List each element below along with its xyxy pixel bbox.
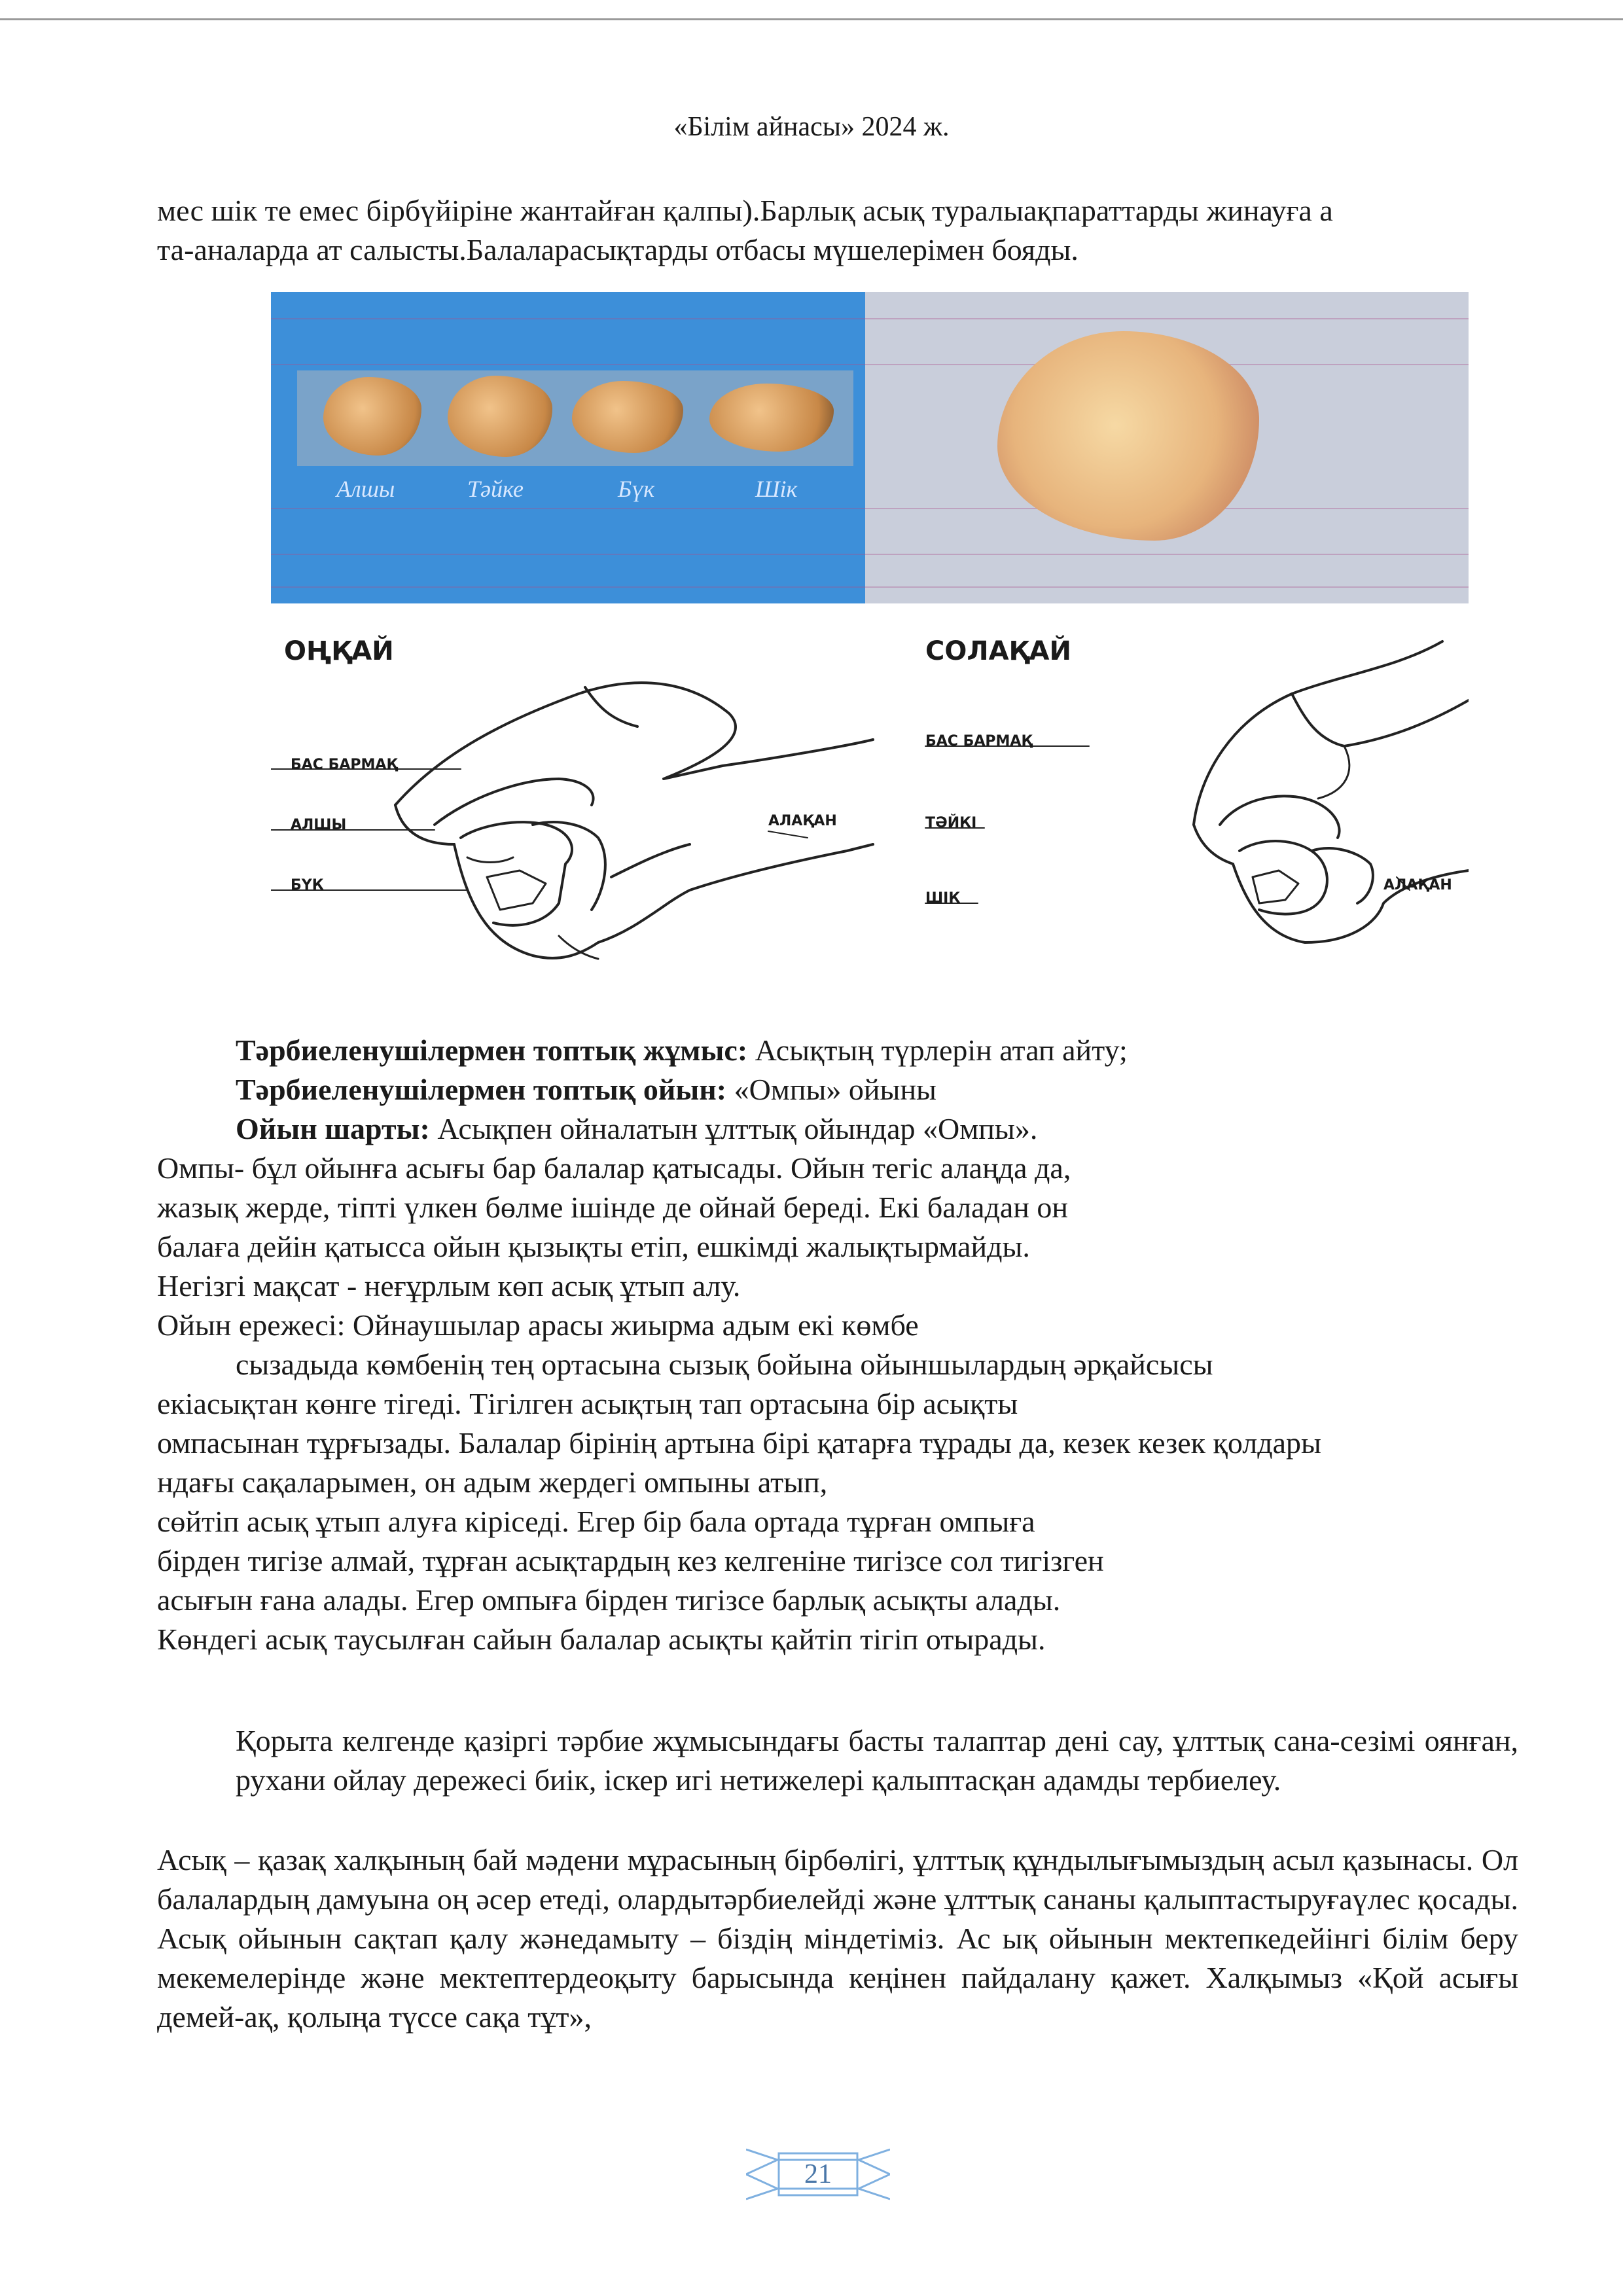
rules-line [157, 1109, 1518, 1149]
rules-text: Асықпен ойналатын ұлттық ойындар «Омпы». [429, 1112, 1038, 1145]
left-hand-drawing [1194, 641, 1469, 942]
caption-buk: Бүк [618, 476, 655, 502]
label-shik: ШІК [925, 890, 961, 906]
game-line: ндағы сақаларымен, он адым жердегі омпыны атып, [157, 1465, 828, 1499]
game-line: Омпы- бұл ойынға асығы бар балалар қатысады. Ойын тегіс алаңда да, [157, 1151, 1071, 1185]
intro-paragraph [157, 191, 1518, 270]
tasks-block [157, 1031, 1518, 1149]
game-line: Негізгі мақсат - неғұрлым көп асық ұтып алу. [157, 1269, 741, 1302]
asyk-buk-image [572, 381, 683, 453]
right-handed-title: ОҢҚАЙ [284, 636, 394, 666]
asyk-taike-image [448, 376, 552, 457]
top-rule [0, 18, 1623, 20]
page-number-ribbon [746, 2140, 890, 2208]
group-work-text: Асықтың түрлерін атап айту; [747, 1033, 1128, 1067]
game-line: омпасынан тұрғызады. Балалар бірінің артына бірі қатарға тұрады да, кезек кезек қолдары [157, 1426, 1321, 1460]
caption-alshy: Алшы [336, 476, 395, 502]
hand-drawing [271, 628, 1469, 1021]
caption-shik: Шік [755, 476, 798, 502]
game-description [157, 1149, 1518, 1659]
label-palm-left: АЛАҚАН [768, 813, 837, 829]
hand-grip-figure [271, 628, 1469, 1021]
asyk-sides-panel [271, 292, 865, 603]
conclusion-paragraph: Қорыта келгенде қазіргі тәрбие жұмысындағы басты талаптар дені сау, ұлттық сана-сезімі оянған, рухани ойлау дережесі биік, іскер игі нетижелері қалыптасқан адамды тербиелеу. [236, 1724, 1518, 1797]
game-line: бірден тигізе алмай, тұрған асықтардың кез келгеніне тигізсе сол тигізген [157, 1544, 1104, 1577]
game-line: асығын ғана алады. Егер омпыға бірден тигізсе барлық асықты алады. [157, 1583, 1061, 1617]
rules-label: Ойын шарты: [236, 1112, 430, 1145]
label-thumb-right: БАС БАРМАҚ [925, 733, 1033, 749]
left-handed-title: СОЛАҚАЙ [925, 636, 1071, 666]
journal-header: «Білім айнасы» 2024 ж. [673, 112, 950, 142]
label-alshy: АЛШЫ [291, 817, 347, 833]
group-work-line [157, 1031, 1518, 1070]
intro-line: та-аналарда ат салысты.Балаларасықтарды отбасы мүшелерімен бояды. [157, 233, 1079, 266]
asyk-shik-image [709, 384, 834, 452]
caption-taike: Тәйке [467, 476, 524, 502]
group-work-label: Тәрбиеленушілермен топтық жұмыс: [236, 1033, 748, 1067]
game-line: сызадыда көмбенің тең ортасына сызық бойына ойыншылардың әрқайсысы [236, 1348, 1213, 1381]
label-palm-right: АЛАҚАН [1383, 877, 1452, 893]
game-line: Ойын ережесі: Ойнаушылар арасы жиырма адым екі көмбе [157, 1308, 919, 1342]
game-line: балаға дейін қатысса ойын қызықты етіп, ешкімді жалықтырмайды. [157, 1230, 1030, 1263]
game-line: жазық жерде, тіпті үлкен бөлме ішінде де ойнай береді. Екі баладан он [157, 1191, 1068, 1224]
label-taike: ТӘЙКІ [925, 815, 977, 831]
asyk-alshy-image [323, 377, 421, 456]
page-number: 21 [804, 2159, 832, 2189]
game-line: сөйтіп асық ұтып алуға кіріседі. Егер бір бала ортада тұрған омпыға [157, 1505, 1035, 1538]
group-game-line [157, 1070, 1518, 1109]
group-game-label: Тәрбиеленушілермен топтық ойын: [236, 1073, 727, 1106]
closing-paragraph: Асық – қазақ халқының бай мәдени мұрасының бірбөлігі, ұлттық құндылығымыздың асыл қазынасы. Ол балалардың дамуына оң әсер етеді, олардытәрбиелейді және ұлттық сананы қалыптастыруғаүлес қосады. Асық ойынын сақтап қалу жәнедамыту – біздің міндетіміз. Ас ық ойынын мектепкедейінгі білім беру мекемелерінде және мектептердеоқыту барысында кеңінен пайдалану қажет. Халқымыз «Қой асығы демей-ақ, қолыңа түссе сақа тұт», [157, 1843, 1518, 2034]
group-game-text: «Омпы» ойыны [726, 1073, 936, 1106]
game-line: Көндегі асық таусылған сайын балалар асықты қайтіп тігіп отырады. [157, 1623, 1046, 1656]
label-thumb-left: БАС БАРМАҚ [291, 757, 398, 773]
asyk-photo [271, 292, 1469, 603]
intro-line: мес шік те емес бірбүйіріне жантайған қалпы).Барлық асық туралыақпараттарды жинауға а [157, 194, 1333, 227]
label-buk: БҮК [291, 877, 324, 893]
game-line: екіасықтан көнге тігеді. Тігілген асықтың тап ортасына бір асықты [157, 1387, 1018, 1420]
